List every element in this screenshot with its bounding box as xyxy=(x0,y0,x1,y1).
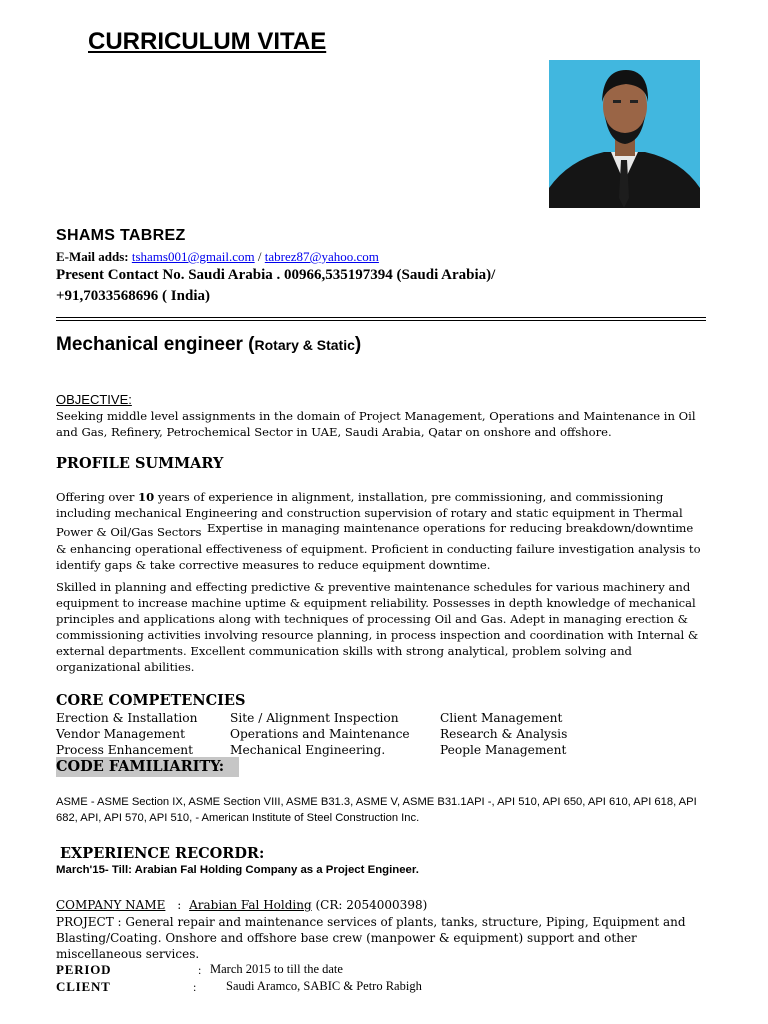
competency-item: Client Management xyxy=(440,711,563,725)
competency-item: Process Enhancement xyxy=(56,743,194,757)
email-link-gmail[interactable]: tshams001@gmail.com xyxy=(131,249,255,264)
profile-line-3a: Power & Oil/Gas Sectors xyxy=(56,525,202,539)
contact-line-india: +91,7033568696 ( India) xyxy=(56,288,210,304)
profile-paragraph-1-lines-1-2 xyxy=(56,489,712,521)
cv-title: CURRICULUM VITAE xyxy=(88,28,327,55)
header-divider-top xyxy=(56,317,706,318)
project-row xyxy=(56,914,716,962)
company-cr: (CR: 2054000398) xyxy=(311,898,428,912)
contact-line-saudi: Present Contact No. Saudi Arabia . 00966,535197394 (Saudi Arabia)/ xyxy=(56,267,496,283)
profile-text: years of experience in alignment, installation, pre commissioning, and commissioning including mechanical Engineering and construction supervision of rotary and static equipment in Thermal xyxy=(56,490,683,520)
objective-heading: OBJECTIVE: xyxy=(56,392,132,407)
profile-paragraph-2: Skilled in planning and effecting predictive & preventive maintenance schedules for various machinery and equipment to increase machine uptime & equipment reliability. Possesses in depth knowledge of mechanical principles and applications along with techniques of processing Oil and Gas. Adept in managing erection & commissioning activities involving resource planning, in process inspection and coordination with Internal & external departments. Excellent communication skills with strong analytical, problem solving and organizational abilities. xyxy=(56,580,699,674)
job-title-main: Mechanical engineer ( xyxy=(56,334,255,355)
project-text: General repair and maintenance services of plants, tanks, structure, Piping, Equipment and Blasting/Coating. Onshore and offshore base crew (manpower & equipment) support and other miscellaneous services. xyxy=(56,915,686,961)
competency-item: Erection & Installation xyxy=(56,711,198,725)
email-separator: / xyxy=(257,249,262,264)
email-link-yahoo[interactable]: tabrez87@yahoo.com xyxy=(264,249,379,264)
profile-text: Offering over xyxy=(56,490,139,504)
competency-item: Operations and Maintenance xyxy=(230,727,410,741)
years-count: 10 xyxy=(138,490,155,504)
experience-heading: EXPERIENCE RECORDR: xyxy=(60,845,265,862)
company-row xyxy=(56,898,427,912)
job-title xyxy=(56,334,361,356)
competency-item: Site / Alignment Inspection xyxy=(230,711,399,725)
job-title-specialty: Rotary & Static xyxy=(254,337,355,353)
competency-item: Vendor Management xyxy=(56,727,185,741)
company-colon: : xyxy=(177,898,182,912)
profile-photo xyxy=(549,60,700,208)
contact-numbers xyxy=(56,265,696,307)
email-label: E-Mail adds: xyxy=(56,249,129,264)
competencies-column-1 xyxy=(56,710,197,758)
candidate-name: SHAMS TABREZ xyxy=(56,227,186,244)
competency-item: Mechanical Engineering. xyxy=(230,743,386,757)
competencies-column-2 xyxy=(230,710,410,758)
period-value: March 2015 to till the date xyxy=(210,962,343,976)
code-familiarity-text: ASME - ASME Section IX, ASME Section VIII, ASME B31.3, ASME V, ASME B31.1API -, API 510, API 650, API 610, API 618, API 682, API, API 570, API 510, - American Institute of Steel Construction Inc. xyxy=(56,796,697,824)
profile-line-3b: Expertise in managing maintenance operations for reducing breakdown/downtime xyxy=(207,521,694,535)
objective-text: Seeking middle level assignments in the domain of Project Management, Operations and Maintenance in Oil and Gas, Refinery, Petrochemical Sector in UAE, Saudi Arabia, Qatar on onshore and offshore. xyxy=(56,409,696,439)
profile-paragraph-1-rest: & enhancing operational effectiveness of equipment. Proficient in conducting failure investigation analysis to identify gaps & take corrective measures to reduce equipment downtime. xyxy=(56,542,701,572)
company-label: COMPANY NAME xyxy=(56,898,166,912)
core-competencies-heading: CORE COMPETENCIES xyxy=(56,692,246,709)
competencies-column-3 xyxy=(440,710,567,758)
client-label: CLIENT xyxy=(56,979,111,994)
period-label: PERIOD xyxy=(56,962,112,977)
company-name: Arabian Fal Holding xyxy=(189,898,312,912)
header-divider-bottom xyxy=(56,320,706,321)
client-colon: : xyxy=(193,980,197,994)
email-line xyxy=(56,249,379,265)
project-label: PROJECT : xyxy=(56,915,122,929)
job-title-close: ) xyxy=(354,334,362,355)
competency-item: Research & Analysis xyxy=(440,727,568,741)
competency-item: People Management xyxy=(440,743,567,757)
client-value: Saudi Aramco, SABIC & Petro Rabigh xyxy=(226,979,422,993)
profile-summary-heading: PROFILE SUMMARY xyxy=(56,455,224,472)
period-colon: : xyxy=(198,963,202,977)
person-photo-icon xyxy=(549,60,700,208)
code-familiarity-heading: CODE FAMILIARITY: xyxy=(56,757,239,777)
experience-summary: March'15- Till: Arabian Fal Holding Company as a Project Engineer. xyxy=(56,864,419,876)
